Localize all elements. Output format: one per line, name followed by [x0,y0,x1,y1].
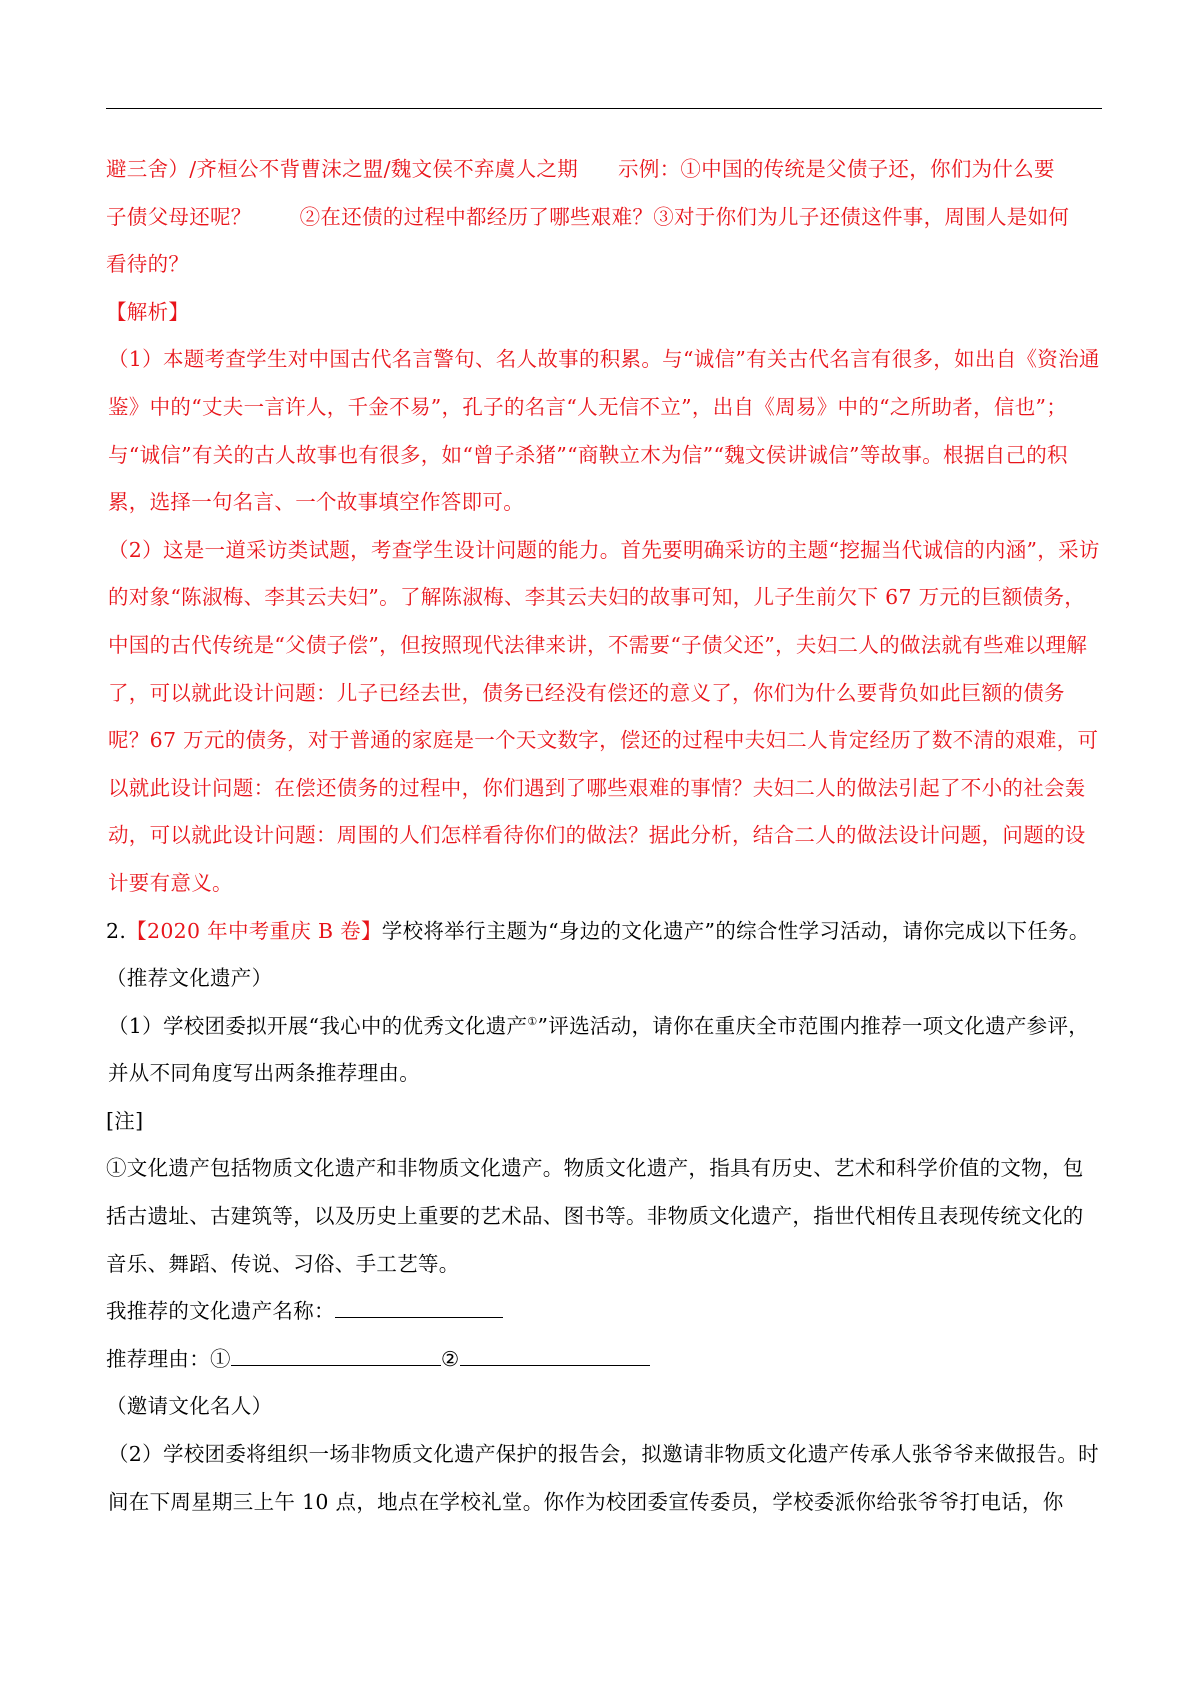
fill-label: ② [440,1346,460,1371]
answer-text: ②在还债的过程中都经历了哪些艰难？③对于你们为儿子还债这件事，周围人是如何 [299,204,1070,229]
analysis-heading: 【解析】 [106,299,190,324]
answer-line-1 [106,146,1102,194]
note-heading: [注] [106,1108,144,1133]
analysis-paragraph-2: （2）这是一道采访类试题，考查学生设计问题的能力。首先要明确采访的主题“挖掘当代诚信的内涵”，采访的对象“陈淑梅、李其云夫妇”。了解陈淑梅、李其云夫妇的故事可知，儿子生前欠下 67 万元的巨额债务，中国的古代传统是“父债子偿”，但按照现代法律来讲，不需要“子债父还”，夫妇二人的做法就有些难以理解了，可以就此设计问题：儿子已经去世，债务已经没有偿还的意义了，你们为什么要背负如此巨额的债务呢？67 万元的债务，对于普通的家庭是一个天文数字，偿还的过程中夫妇二人肯定经历了数不清的艰难，可以就此设计问题：在偿还债务的过程中，你们遇到了哪些艰难的事情？夫妇二人的做法引起了不小的社会轰动，可以就此设计问题：周围的人们怎样看待你们的做法？据此分析，结合二人的做法设计问题，问题的设计要有意义。 [108,537,1100,895]
header-rule [106,108,1102,109]
answer-text: 避三舍）/齐桓公不背曹沫之盟/魏文侯不弃虞人之期 [106,157,579,181]
analysis-paragraph-1: （1）本题考查学生对中国古代名言警句、名人故事的积累。与“诚信”有关古代名言有很多，如出自《资治通鉴》中的“丈夫一言许人，千金不易”，孔子的名言“人无信不立”，出自《周易》中的“之所助者，信也”；与“诚信”有关的古人故事也有很多，如“曾子杀猪”“商鞅立木为信”“魏文侯讲诚信”等故事。根据自己的积累，选择一句名言、一个故事填空作答即可。 [108,347,1100,515]
answer-line-2 [106,194,1102,242]
question-text: （1）学校团委拟开展“我心中的优秀文化遗产 [108,1013,528,1038]
answer-blank [231,1349,441,1366]
question-text: 学校将举行主题为“身边的文化遗产”的综合性学习活动，请你完成以下任务。 [381,918,1090,943]
question-number: 2. [106,918,127,943]
question-2 [106,908,1102,956]
answer-text: 示例：①中国的传统是父债子还，你们为什么要 [618,157,1055,181]
fill-label: 我推荐的文化遗产名称： [106,1299,335,1324]
answer-text: 子债父母还呢？ [106,204,252,229]
question-text: ”评选活动，请你在重庆全市范围内推荐一项文化遗产参评，并从不同角度写出两条推荐理由。 [108,1013,1090,1086]
fill-name-line [106,1288,1102,1336]
section-recommend-heading: （推荐文化遗产） [106,966,273,991]
answer-line-3: 看待的？ [106,252,190,277]
answer-blank [335,1301,503,1318]
footnote-marker: ① [527,1014,538,1028]
question-2-2: （2）学校团委将组织一场非物质文化遗产保护的报告会，拟邀请非物质文化遗产传承人张爷爷来做报告。时间在下周星期三上午 10 点，地点在学校礼堂。你作为校团委宣传委员，学校委派你给张爷爷打电话，你 [108,1442,1099,1514]
answer-blank [460,1349,650,1366]
note-text: ①文化遗产包括物质文化遗产和非物质文化遗产。物质文化遗产，指具有历史、艺术和科学价值的文物，包括古遗址、古建筑等，以及历史上重要的艺术品、图书等。非物质文化遗产，指世代相传且表现传统文化的音乐、舞蹈、传说、习俗、手工艺等。 [106,1156,1084,1276]
question-2-1 [106,1003,1102,1098]
page-content [106,146,1102,1526]
fill-label: 推荐理由：① [106,1346,231,1371]
fill-reason-line [106,1336,1102,1384]
section-invite-heading: （邀请文化名人） [106,1394,273,1419]
question-source: 【2020 年中考重庆 B 卷】 [126,918,382,943]
